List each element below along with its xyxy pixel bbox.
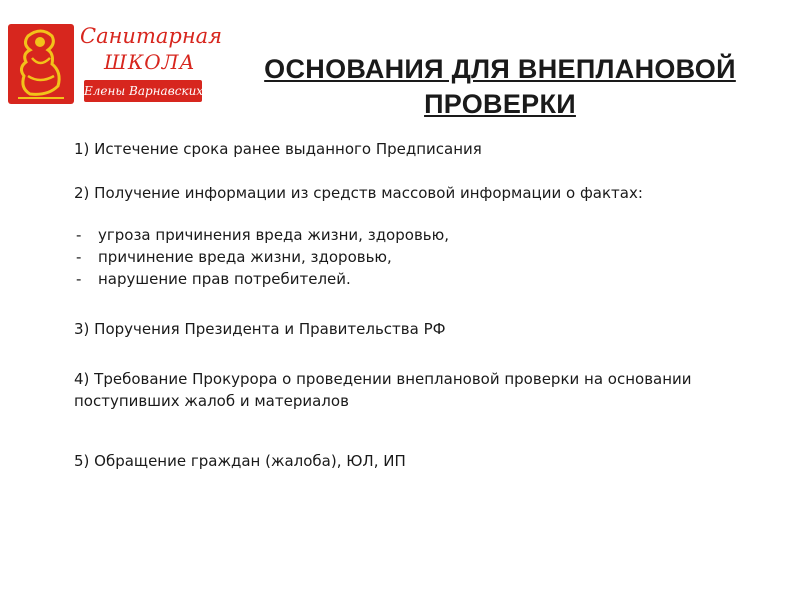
item-5: 5) Обращение граждан (жалоба), ЮЛ, ИП: [74, 452, 406, 470]
content-body: [74, 138, 694, 472]
bullet-text: причинение вреда жизни, здоровью,: [98, 248, 392, 266]
bullet-text: нарушение прав потребителей.: [98, 270, 351, 288]
logo-band: Елены Варнавских: [84, 80, 202, 102]
item-4: 4) Требование Прокурора о проведении внеплановой проверки на основании поступивших жалоб и материалов: [74, 370, 692, 410]
list-item: - нарушение прав потребителей.: [76, 270, 351, 288]
logo-text-line2: ШКОЛА: [104, 50, 196, 74]
bullet-text: угроза причинения вреда жизни, здоровью,: [98, 226, 450, 244]
logo-text-line1: Санитарная: [80, 24, 223, 48]
logo-emblem-icon: [8, 24, 74, 104]
item-2: 2) Получение информации из средств массовой информации о фактах:: [74, 184, 643, 202]
item-1: 1) Истечение срока ранее выданного Предписания: [74, 140, 482, 158]
list-item: - причинение вреда жизни, здоровью,: [76, 248, 392, 266]
logo: [8, 22, 223, 106]
bullet-list: [74, 224, 694, 290]
page-title: ОСНОВАНИЯ ДЛЯ ВНЕПЛАНОВОЙ ПРОВЕРКИ: [264, 54, 736, 119]
item-3: 3) Поручения Президента и Правительства РФ: [74, 320, 446, 338]
list-item: - угроза причинения вреда жизни, здоровью,: [76, 226, 450, 244]
